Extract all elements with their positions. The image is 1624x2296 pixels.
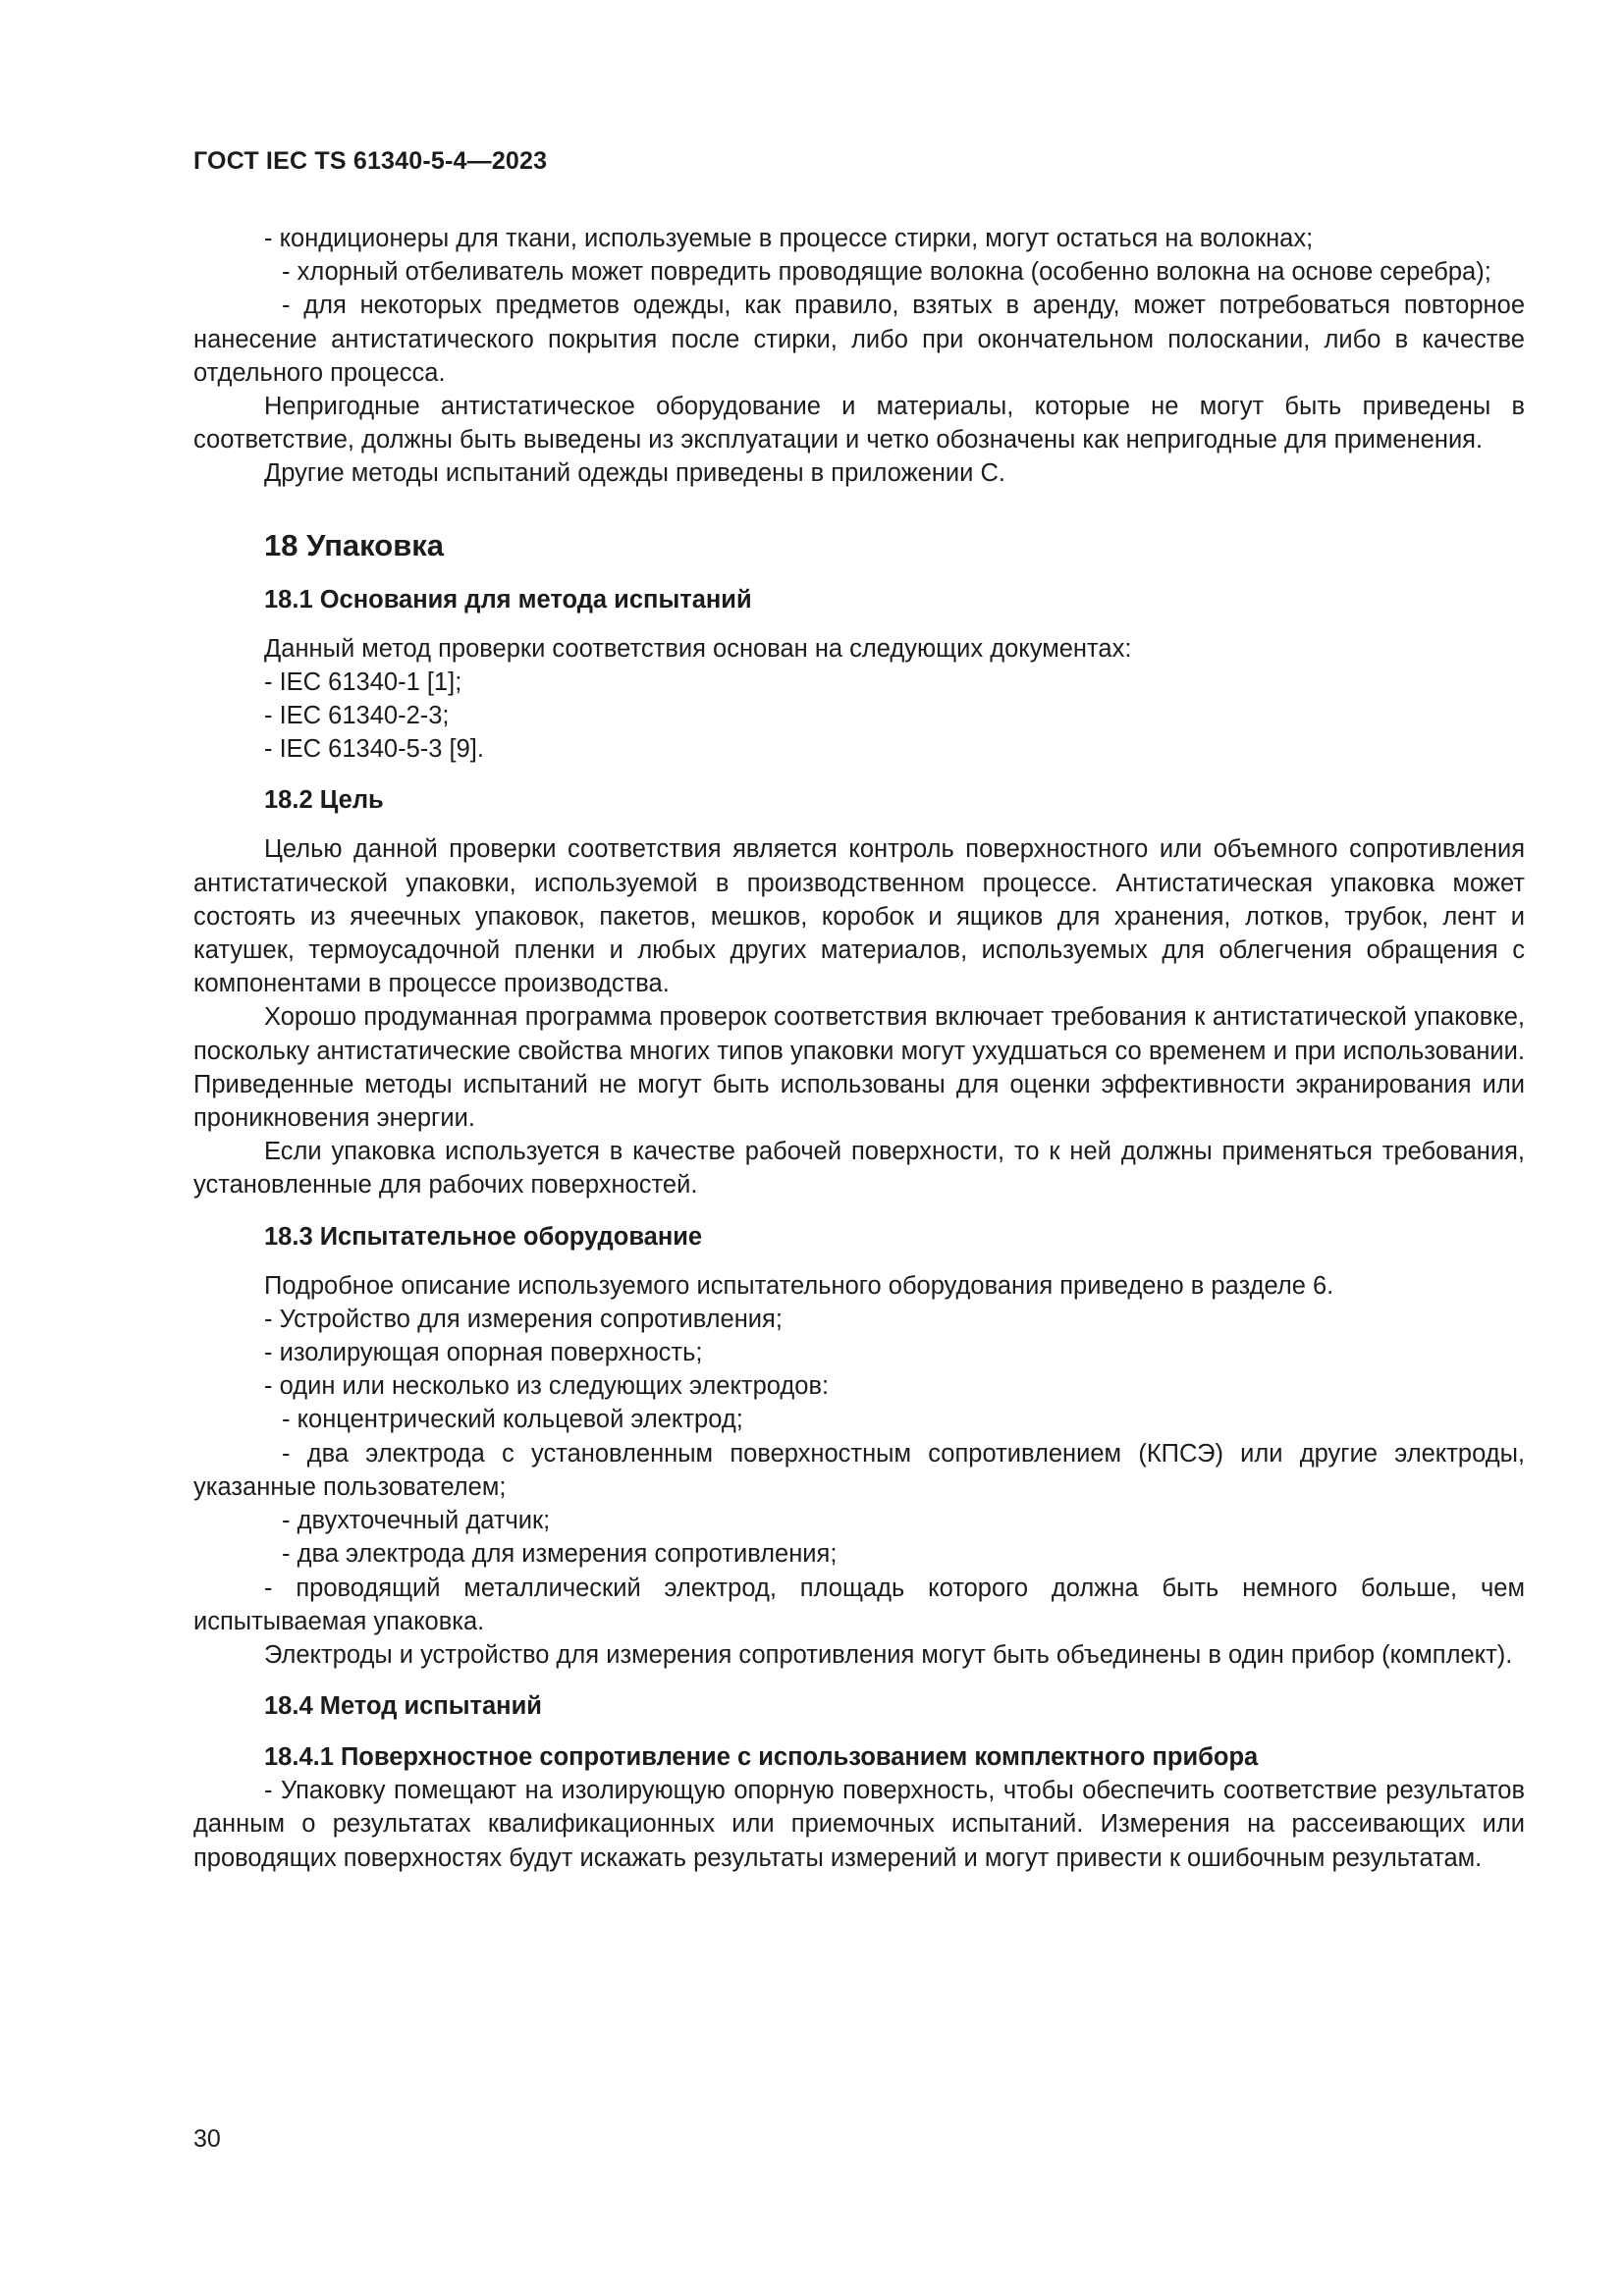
- intro-paragraph-unsuitable: Непригодные антистатическое оборудование и материалы, которые не могут быть приведены в соответствие, должны быть выведены из эксплуатации и четко обозначены как непригодные для применения.: [193, 393, 1525, 454]
- electrode-item: - двухточечный датчик;: [282, 1507, 551, 1535]
- section-18-title: 18 Упаковка: [264, 527, 445, 562]
- equipment-item: - один или несколько из следующих электродов:: [264, 1372, 830, 1401]
- electrode-item: - два электрода с установленным поверхностным сопротивлением (КПСЭ) или другие электроды, указанные пользователем;: [193, 1439, 1525, 1501]
- section-18-2-paragraph-3: Если упаковка используется в качестве рабочей поверхности, то к ней должны применяться требования, установленные для рабочих поверхностей.: [193, 1138, 1525, 1200]
- equipment-item: - проводящий металлический электрод, площадь которого должна быть немного больше, чем испытываемая упаковка.: [193, 1574, 1525, 1635]
- section-18-4-1-paragraph: - Упаковку помещают на изолирующую опорную поверхность, чтобы обеспечить соответствие результатов данным о результатах квалификационных или приемочных испытаний. Измерения на рассеивающих или проводящих поверхностях будут искажать результаты измерений и могут привести к ошибочным результатам.: [193, 1777, 1525, 1872]
- section-18-3-title: 18.3 Испытательное оборудование: [264, 1222, 703, 1251]
- intro-bullet-recoating: - для некоторых предметов одежды, как правило, взятых в аренду, может потребоваться повторное нанесение антистатического покрытия после стирки, либо при окончательном полоскании, либо в качестве отдельного процесса.: [193, 292, 1525, 387]
- section-18-1-title: 18.1 Основания для метода испытаний: [264, 585, 752, 614]
- section-18-4-title: 18.4 Метод испытаний: [264, 1692, 542, 1721]
- section-18-2-title: 18.2 Цель: [264, 786, 384, 815]
- document-header: ГОСТ IEC TS 61340-5-4—2023: [193, 147, 548, 175]
- intro-bullet-chlorine-bleach: - хлорный отбеливатель может повредить проводящие волокна (особенно волокна на основе серебра);: [282, 258, 1491, 287]
- section-18-1-lead: Данный метод проверки соответствия основан на следующих документах:: [264, 634, 1132, 663]
- section-18-4-1-title: 18.4.1 Поверхностное сопротивление с использованием комплектного прибора: [264, 1743, 1259, 1772]
- reference-item: - IEC 61340-1 [1];: [264, 667, 462, 696]
- intro-bullet-fabric-softener: - кондиционеры для ткани, используемые в процессе стирки, могут остаться на волокнах;: [264, 225, 1314, 252]
- page-number: 30: [193, 2125, 221, 2153]
- section-18-2-paragraph-2: Хорошо продуманная программа проверок соответствия включает требования к антистатической упаковке, поскольку антистатические свойства многих типов упаковки могут ухудшаться со временем и при использовании. Приведенные методы испытаний не могут быть использованы для оценки эффективности экранирования или проникновения энергии.: [193, 1003, 1525, 1133]
- reference-item: - IEC 61340-5-3 [9].: [264, 735, 484, 764]
- reference-item: - IEC 61340-2-3;: [264, 702, 450, 730]
- section-18-3-lead: Подробное описание используемого испытательного оборудования приведено в разделе 6.: [264, 1271, 1334, 1300]
- intro-paragraph-other-methods: Другие методы испытаний одежды приведены в приложении С.: [264, 459, 1006, 488]
- equipment-item: - изолирующая опорная поверхность;: [264, 1339, 703, 1367]
- section-18-3-paragraph: Электроды и устройство для измерения сопротивления могут быть объединены в один прибор (комплект).: [264, 1640, 1513, 1669]
- document-body: [193, 222, 1525, 1875]
- equipment-item: - Устройство для измерения сопротивления;: [264, 1305, 783, 1333]
- section-18-2-paragraph-1: Целью данной проверки соответствия является контроль поверхностного или объемного сопротивления антистатической упаковки, используемой в производственном процессе. Антистатическая упаковка может состоять из ячеечных упаковок, пакетов, мешков, коробок и ящиков для хранения, лотков, трубок, лент и катушек, термоусадочной пленки и любых других материалов, используемых для облегчения обращения с компонентами в процессе производства.: [193, 835, 1525, 998]
- electrode-item: - концентрический кольцевой электрод;: [282, 1406, 743, 1434]
- electrode-item: - два электрода для измерения сопротивления;: [282, 1540, 838, 1569]
